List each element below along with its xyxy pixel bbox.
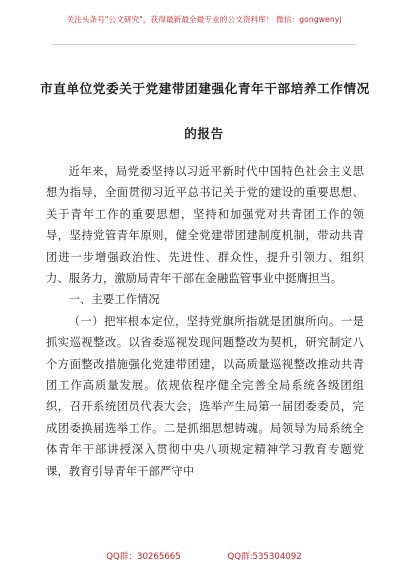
footer-qq-group-1: QQ群：30265665 <box>106 552 181 562</box>
header-banner: 关注头条号"公文研究"，获得最新最全最专业的公文资料库！ 微信：gongwenyj <box>66 15 342 24</box>
subsection-paragraph: （一）把牢根本定位，坚持党旗所指就是团旗所向。一是抓实巡视整改。以省委巡视发现问题整改为契机，研究制定八个方面整改措施强化党建带团建，以高质量巡视整改推动共青团工作高质量发展。依规依程序健全完善全局系统各级团组织，召开系统团员代表大会，选举产生局第一届团委委员，完成团委换届选举工作。二是抓细思想铸魂。局领导为局系统全体青年干部讲授深入贯彻中央八项规定精神学习教育专题党课，教育引导青年干部严守中 <box>46 314 364 478</box>
intro-paragraph: 近年来，局党委坚持以习近平新时代中国特色社会主义思想为指导，全面贯彻习近平总书记关于党的建设的重要思想、关于青年工作的重要思想，坚持和加强党对共青团工作的领导，坚持党管青年原则，健全党建带团建制度机制，带动共青团进一步增强政治性、先进性、群众性，提升引领力、组织力、服务力，激励局青年干部在金融监管事业中挺膺担当。 <box>46 165 364 286</box>
document-title: 市直单位党委关于党建带团建强化青年干部培养工作情况 <box>40 81 370 96</box>
footer-qq-group-2: QQ群:535304092 <box>227 552 302 562</box>
document-title-continued: 的报告 <box>184 126 224 141</box>
document-body <box>46 161 364 482</box>
footer-banner <box>0 550 408 562</box>
section-heading: 一、主要工作情况 <box>68 293 160 307</box>
header-divider <box>52 44 356 45</box>
